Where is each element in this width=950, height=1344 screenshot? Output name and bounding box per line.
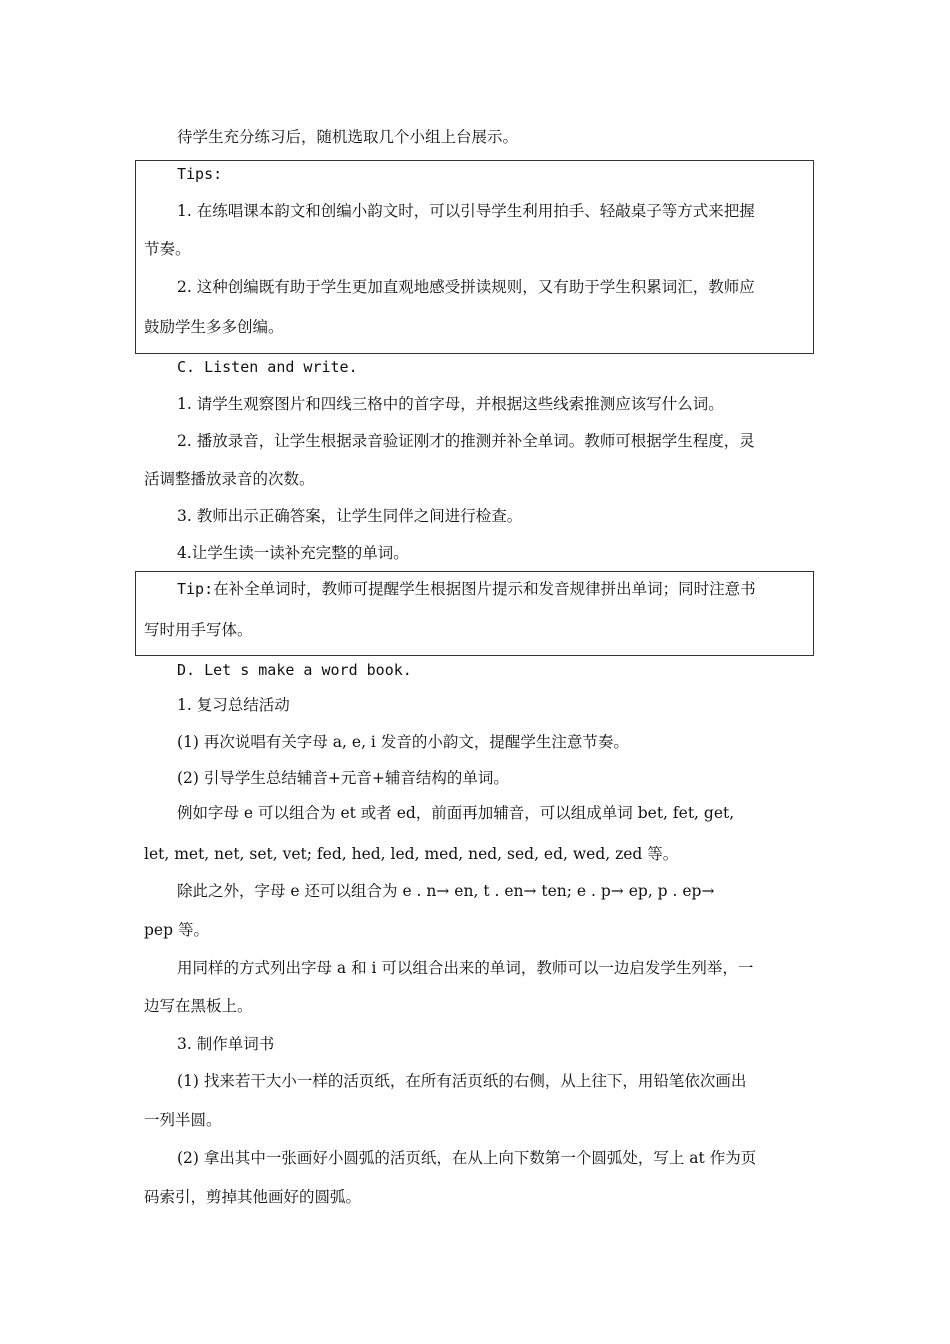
tip-line-1 bbox=[177, 578, 817, 600]
intro-paragraph: 待学生充分练习后，随机选取几个小组上台展示。 bbox=[177, 128, 519, 146]
example-2: 除此之外，字母 e 还可以组合为 e . n→ en, t . en→ ten; e . p→ ep, p . ep→ bbox=[177, 882, 715, 900]
section-d-heading: D. Let s make a word book. bbox=[177, 661, 412, 679]
tip-label: Tip: bbox=[177, 580, 214, 598]
example-3-cont: 边写在黑板上。 bbox=[144, 997, 253, 1015]
step-q2: (2) 拿出其中一张画好小圆弧的活页纸，在从上向下数第一个圆弧处，写上 at 作为页 bbox=[177, 1149, 757, 1167]
tips-heading: Tips: bbox=[177, 165, 223, 183]
step-q1: (1) 找来若干大小一样的活页纸，在所有活页纸的右侧，从上往下，用铅笔依次画出 bbox=[177, 1072, 747, 1090]
example-1-cont: let, met, net, set, vet; fed, hed, led, med, ned, sed, ed, wed, zed 等。 bbox=[144, 845, 679, 863]
section-d-point-1: (1) 再次说唱有关字母 a, e, i 发音的小韵文，提醒学生注意节奏。 bbox=[177, 733, 629, 751]
tips-item-1: 1. 在练唱课本韵文和创编小韵文时，可以引导学生利用拍手、轻敲桌子等方式来把握 bbox=[177, 202, 755, 220]
section-c-step-1: 1. 请学生观察图片和四线三格中的首字母，并根据这些线索推测应该写什么词。 bbox=[177, 395, 724, 413]
step-q1-cont: 一列半圆。 bbox=[144, 1111, 222, 1129]
section-d-sub-3: 3. 制作单词书 bbox=[177, 1035, 275, 1053]
example-1: 例如字母 e 可以组合为 et 或者 ed，前面再加辅音，可以组成单词 bet, fet, get, bbox=[177, 804, 735, 822]
section-c-step-2: 2. 播放录音，让学生根据录音验证刚才的推测并补全单词。教师可根据学生程度，灵 bbox=[177, 432, 755, 450]
section-c-step-3: 3. 教师出示正确答案，让学生同伴之间进行检查。 bbox=[177, 507, 523, 525]
section-d-sub-1: 1. 复习总结活动 bbox=[177, 696, 290, 714]
tips-item-2-cont: 鼓励学生多多创编。 bbox=[144, 318, 284, 336]
example-3: 用同样的方式列出字母 a 和 i 可以组合出来的单词，教师可以一边启发学生列举，一 bbox=[177, 959, 754, 977]
example-2-cont: pep 等。 bbox=[144, 921, 209, 939]
section-c-step-4: 4.让学生读一读补充完整的单词。 bbox=[177, 544, 409, 562]
tip-line-2: 写时用手写体。 bbox=[144, 621, 253, 639]
tips-item-2: 2. 这种创编既有助于学生更加直观地感受拼读规则，又有助于学生积累词汇，教师应 bbox=[177, 278, 755, 296]
tip-text: 在补全单词时，教师可提醒学生根据图片提示和发音规律拼出单词；同时注意书 bbox=[213, 580, 756, 598]
step-q2-cont: 码索引，剪掉其他画好的圆弧。 bbox=[144, 1188, 362, 1206]
tips-item-1-cont: 节奏。 bbox=[144, 240, 191, 258]
section-d-point-2: (2) 引导学生总结辅音+元音+辅音结构的单词。 bbox=[177, 769, 509, 787]
section-c-heading: C. Listen and write. bbox=[177, 358, 358, 376]
section-c-step-2-cont: 活调整播放录音的次数。 bbox=[144, 470, 315, 488]
